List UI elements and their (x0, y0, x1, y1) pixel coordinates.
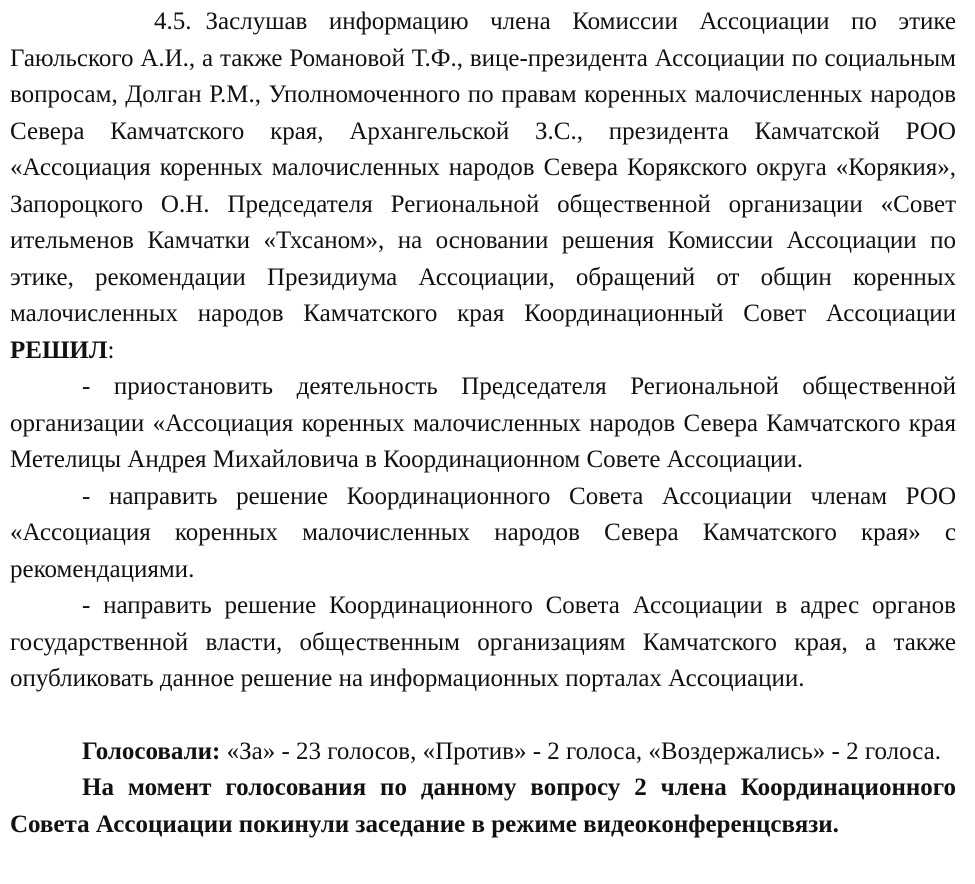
decision-item: - направить решение Координационного Совета Ассоциации в адрес органов государственной власти, общественным организациям Камчатского края, а также опубликовать данное решение на информационных порталах Ассоциации. (10, 592, 956, 692)
document-page (10, 4, 956, 843)
spacer (10, 698, 956, 734)
decision-item: - приостановить деятельность Председателя Региональной общественной организации «Ассоциация коренных малочисленных народов Севера Камчатского края Метелицы Андрея Михайловича в Координационном Совете Ассоциации. (10, 373, 956, 473)
decision-item: - направить решение Координационного Совета Ассоциации членам РОО «Ассоциация коренных малочисленных народов Севера Камчатского края» с рекомендациями. (10, 482, 956, 583)
note-paragraph (10, 770, 956, 843)
note-text: На момент голосования по данному вопросу 2 члена Координационного Совета Ассоциации покинули заседание в режиме видеоконференцсвязи. (10, 774, 956, 838)
voting-paragraph (10, 734, 956, 771)
item-text: Заслушав информацию члена Комиссии Ассоциации по этике Гаюльского А.И., а также Романовой Т.Ф., вице-президента Ассоциации по социальным вопросам, Долган Р.М., Уполномоченного по правам коренных малочисленных народов Севера Камчатского края, Архангельской З.С., президента Камчатской РОО «Ассоциация коренных малочисленных народов Севера Корякского округа «Корякия», Запороцкого О.Н. Председателя Региональной общественной организации «Совет ительменов Камчатки «Тхсаном», на основании решения Комиссии Ассоциации по этике, рекомендации Президиума Ассоциации, обращений от общин коренных малочисленных народов Камчатского края Координационный Совет Ассоциации (10, 8, 956, 327)
decision-word: РЕШИЛ (10, 336, 108, 364)
voting-label: Голосовали: (82, 737, 221, 765)
item-4-5-paragraph (10, 4, 956, 369)
item-number: 4.5. (154, 8, 192, 35)
voting-text: «За» - 23 голосов, «Против» - 2 голоса, «Воздержались» - 2 голоса. (220, 737, 941, 765)
decision-suffix: : (107, 336, 115, 364)
